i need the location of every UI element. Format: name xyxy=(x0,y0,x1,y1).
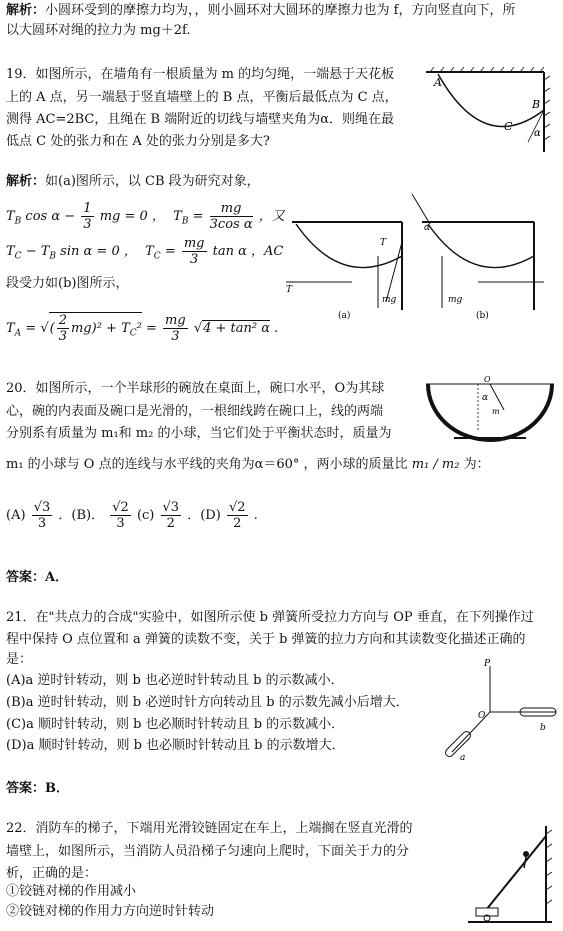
q21-option-b: (B)a 逆时针转动，则 b 必逆时针方向转动且 b 的示数先减小后增大． xyxy=(6,695,409,710)
q20-line3: 分别系有质量为 m₁和 m₂ 的小球，当它们处于平衡状态时，质量为 xyxy=(6,426,392,441)
p18-line2: 以大圆环对绳的拉力为 mg＋2f. xyxy=(6,23,191,38)
q21-line2: 程中保持 O 点位置和 a 弹簧的读数不变，关于 b 弹簧的拉力方向和其读数变化描述正确的 xyxy=(6,632,526,647)
q20-line2: 心，碗的内表面及碗口是光滑的，一根细线跨在碗口上，线的两端 xyxy=(6,404,384,419)
q22-line2: 墙壁上，如图所示，当消防人员沿梯子匀速向上爬时，下面关于力的分 xyxy=(6,844,410,859)
q21-option-c: (C)a 顺时针转动，则 b 也必顺时针转动且 b 的示数减小． xyxy=(6,717,345,732)
answer-21: 答案：B． xyxy=(6,781,69,796)
q21-option-d: (D)a 顺时针转动，则 b 也必顺时针转动且 b 的示数增大． xyxy=(6,738,345,753)
label-C: C xyxy=(504,120,513,133)
p18-line1 xyxy=(6,2,515,20)
frac-third: $\frac{1}{3}$ xyxy=(83,201,92,232)
svg-text:P: P xyxy=(484,659,491,669)
frac-tb: $\frac{mg}{\text{3cos α}}$ xyxy=(209,201,253,232)
a19-force-figures xyxy=(282,190,558,320)
q20-line4: m₁ 的小球与 O 点的连线与水平线的夹角为α＝60° ，两小球的质量比 m₁ / m₂ 为： xyxy=(6,457,490,472)
svg-text:(b): (b) xyxy=(476,311,489,320)
label-A: A xyxy=(434,76,442,89)
analysis-label: 解析： xyxy=(6,174,46,189)
q21-option-a: (A)a 逆时针转动，则 b 也必逆时针转动且 b 的示数减小． xyxy=(6,673,344,688)
q20-bowl-figure xyxy=(422,372,558,448)
svg-text:a: a xyxy=(460,753,466,762)
q21-line1: 21．在"共点力的合成"实验中，如图所示使 b 弹簧所受拉力方向与 OP 垂直，在下列操作过 xyxy=(6,610,534,625)
a19-eq2: $T_C - T_B$ sin α = 0 ， $T_C$ = $\frac{mg}{3}$ tan α ，AC xyxy=(6,236,284,267)
a19-intro xyxy=(6,173,260,191)
q20-ratio: m₁ / m₂ xyxy=(411,457,460,472)
svg-text:mg: mg xyxy=(448,295,463,305)
frac-tc: $\frac{mg}{3}$ xyxy=(183,236,205,267)
q22-option-2: ②铰链对梯的作用力方向逆时针转动 xyxy=(6,904,215,919)
svg-text:α: α xyxy=(482,393,489,403)
label-alpha: α xyxy=(534,128,541,139)
a19-eq1: $T_B$ cos α − $\frac{1}{3}$ mg = 0 ， $T_B$ = $\frac{mg}{\text{3cos α}}$ ，又 xyxy=(6,201,285,232)
q21-line3: 是： xyxy=(6,652,33,667)
q19-line4: 低点 C 处的张力和在 A 处的张力分别是多大? xyxy=(6,134,270,149)
svg-text:(a): (a) xyxy=(338,311,351,320)
q19-line3: 测得 AC=2BC，且绳在 B 端附近的切线与墙壁夹角为α．则绳在最 xyxy=(6,112,394,127)
analysis-label: 解析： xyxy=(6,3,46,18)
svg-text:O: O xyxy=(484,375,491,384)
q22-line3: 析，正确的是： xyxy=(6,866,98,881)
svg-text:b: b xyxy=(540,723,546,733)
q22-ladder-figure xyxy=(466,822,558,928)
svg-text:α: α xyxy=(424,223,431,233)
svg-text:O: O xyxy=(478,711,486,721)
q22-line1: 22．消防车的梯子，下端用光滑铰链固定在车上，上端搁在竖直光滑的 xyxy=(6,821,413,836)
a19-line-b: 段受力如(b)图所示， xyxy=(6,276,129,291)
p18-text: 小圆环受到的摩擦力均为，，则小圆环对大圆环的摩擦力也为 f，方向竖直向下，所 xyxy=(45,3,516,18)
q19-line1: 19．如图所示，在墙角有一根质量为 m 的均匀绳，一端悬于天花板 xyxy=(6,67,395,82)
q19-line2: 上的 A 点，另一端悬于竖直墙壁上的 B 点，平衡后最低点为 C 点， xyxy=(6,90,398,105)
svg-text:T: T xyxy=(286,285,293,295)
q19-rope-figure xyxy=(424,66,558,154)
svg-text:mg: mg xyxy=(382,295,397,305)
q20-choices: (A) $\frac{√3}{3}$ ．(B)． $\frac{√2}{3}$ (c) $\frac{√3}{2}$ ．(D) $\frac{√2}{2}$ . xyxy=(6,500,258,531)
svg-text:T: T xyxy=(380,238,387,248)
svg-text:m: m xyxy=(492,407,500,416)
q21-spring-figure xyxy=(432,656,558,762)
q20-line1: 20．如图所示，一个半球形的碗放在桌面上，碗口水平，O为其球 xyxy=(6,381,385,396)
a19-intro-text: 如(a)图所示，以 CB 段为研究对象， xyxy=(45,174,260,189)
label-B: B xyxy=(532,98,541,111)
q22-option-1: ①铰链对梯的作用减小 xyxy=(6,884,137,899)
a19-eq3: $T_A$ = √( $\frac{2}{3}$ $mg)^2 + T_C^2$ = $\frac{mg}{3}$ √4 + tan² α . xyxy=(6,313,279,344)
answer-20: 答案：A． xyxy=(6,570,69,585)
